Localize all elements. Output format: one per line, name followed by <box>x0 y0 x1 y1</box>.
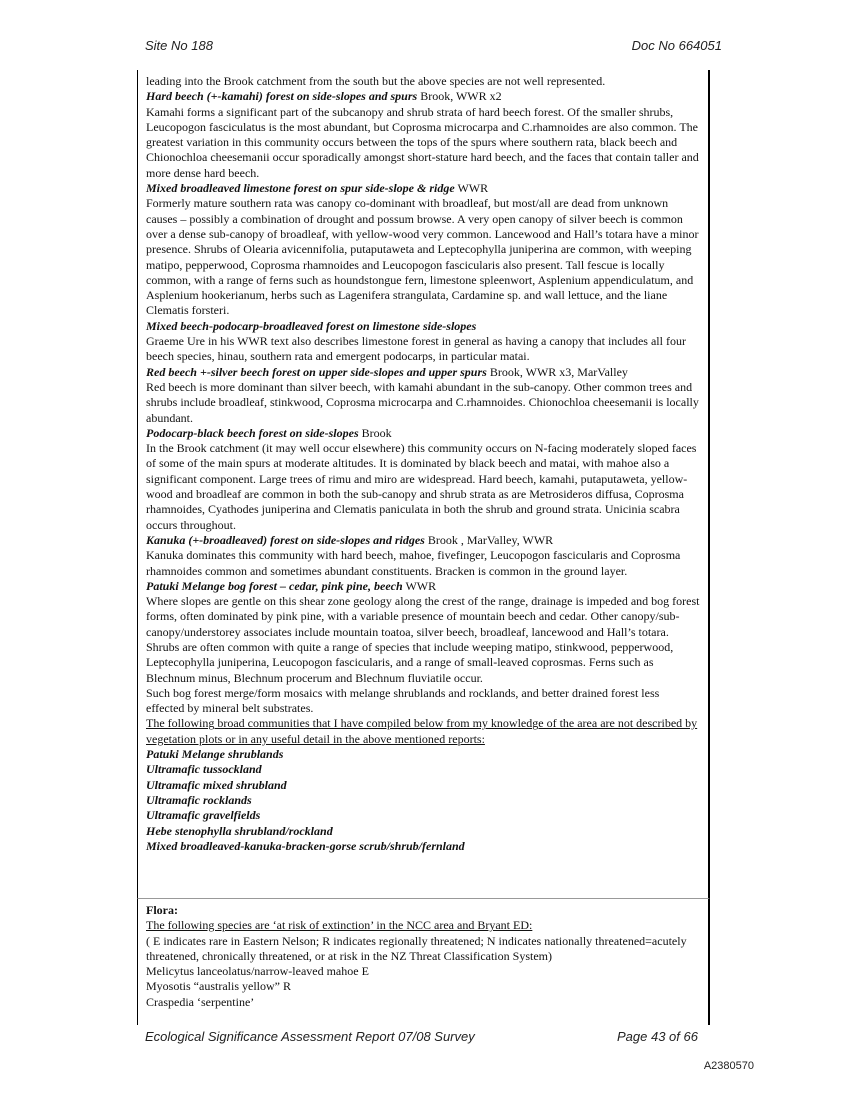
section-location: Brook, WWR x2 <box>417 89 502 104</box>
flora-legend: ( E indicates rare in Eastern Nelson; R indicates regionally threatened; N indicates nationally threatened=acutely threatened, chronically threatened, or at risk in the NZ Threat Classification System) <box>146 933 687 963</box>
section-text: Such bog forest merge/form mosaics with melange shrublands and rocklands, and better drained forest less effected by mineral belt substrates. <box>146 685 660 716</box>
flora-title: Flora: <box>146 903 178 917</box>
section-location: WWR <box>402 578 437 593</box>
section-text: Kanuka dominates this community with hard beech, mahoe, fivefinger, Leucopogon fascicularis and Coprosma rhamnoides common and sometimes abundant constituents. Bracken is common in the ground layer. <box>146 548 681 578</box>
document-id: A2380570 <box>703 1060 754 1072</box>
flora-intro: The following species are ‘at risk of extinction’ in the NCC area and Bryant ED: <box>146 918 533 933</box>
species-item: Myosotis “australis yellow” R <box>146 979 291 994</box>
footer-page-number: Page 43 of 66 <box>617 1029 698 1044</box>
section-red-beech <box>146 365 700 380</box>
section-title: Patuki Melange bog forest – cedar, pink pine, beech <box>146 578 403 593</box>
section-title: Red beech +-silver beech forest on upper side-slopes and upper spurs <box>146 364 487 379</box>
section-text: Formerly mature southern rata was canopy co-dominant with broadleaf, but most/all are dead from unknown causes – possibly a combination of drought and possum browse. A very open canopy of silver beech is common over a dense sub-canopy of broadleaf, with yellow-wood very common. Lancewood and Hall’s totara have a minor presence. Shrubs of Olearia avicennifolia, putaputaweta and Leptecophylla juniperina are common, with weeping matipo, pepperwood, Coprosma rhamnoides and Leucopogon fascicularis also present. Tall fescue is locally common, with a range of ferns such as houndstongue fern, limestone spleenwort, Asplenium appendiculatum, and Asplenium hookerianum, herbs such as Lagenifera strangulata, Cardamine sp. and wall lettuce, and the liane Clematis forsteri. <box>146 196 699 318</box>
section-location: WWR <box>454 181 489 196</box>
section-text: Where slopes are gentle on this shear zone geology along the crest of the range, drainage is impeded and bog forest forms, often dominated by pink pine, with a variable presence of mountain beech and cedar. Other canopy/sub-canopy/understorey associates include mountain toatoa, silver beech, broadleaf, lancewood and Hall’s totara. Shrubs are often common with quite a range of species that include weeping matipo, stinkwood, pepperwood, Leptecophylla juniperina, Leucopogon fascicularis, and a range of small-leaved coprosmas. Ferns such as Blechnum minus, Blechnum procerum and Blechnum fluviatile occur. <box>146 594 700 685</box>
section-mixed-broadleaved <box>146 181 700 196</box>
main-content <box>138 70 708 854</box>
section-hard-beech <box>146 89 700 104</box>
section-location: Brook, WWR x3, MarValley <box>486 364 628 379</box>
header-doc-number: Doc No 664051 <box>631 38 722 53</box>
section-title: Podocarp-black beech forest on side-slopes <box>146 425 359 440</box>
community-item: Ultramafic gravelfields <box>146 808 261 823</box>
intro-paragraph: leading into the Brook catchment from the south but the above species are not well represented. <box>146 74 606 88</box>
section-location: Brook , MarValley, WWR <box>424 532 554 547</box>
section-text: Red beech is more dominant than silver beech, with kamahi abundant in the sub-canopy. Other common trees and shrubs include broadleaf, stinkwood, Coprosma microcarpa and C.rhamnoides. Chionochloa cheesemanii is locally abundant. <box>146 379 699 425</box>
section-patuki-bog-forest <box>146 579 700 594</box>
community-item: Mixed broadleaved-kanuka-bracken-gorse scrub/shrub/fernland <box>146 838 465 853</box>
community-item: Hebe stenophylla shrubland/rockland <box>146 823 333 838</box>
community-item: Ultramafic rocklands <box>146 792 252 807</box>
section-title: Hard beech (+-kamahi) forest on side-slopes and spurs <box>146 89 418 104</box>
header-site-number: Site No 188 <box>145 38 213 53</box>
section-mixed-beech-podocarp <box>146 319 700 334</box>
section-title: Kanuka (+-broadleaved) forest on side-slopes and ridges <box>146 532 425 547</box>
section-title: Mixed broadleaved limestone forest on spur side-slope & ridge <box>146 181 455 196</box>
main-text-box <box>137 70 710 898</box>
section-kanuka <box>146 533 700 548</box>
section-title: Mixed beech-podocarp-broadleaved forest on limestone side-slopes <box>146 318 477 333</box>
footer-report-title: Ecological Significance Assessment Report 07/08 Survey <box>145 1029 475 1044</box>
section-text: In the Brook catchment (it may well occur elsewhere) this community occurs on N-facing moderately sloped faces of some of the main spurs at moderate altitudes. It is dominated by black beech and matai, with mahoe also a significant component. Large trees of rimu and miro are widespread. Hard beech, kamahi, putaputaweta, yellow-wood and broadleaf are common in both the sub-canopy and shrub strata as are Metrosideros diffusa, Coprosma rhamnoides, Cyathodes juniperina and Clematis paniculata in both the shrub and ground strata. Unicinia scabra occurs throughout. <box>146 441 697 532</box>
species-item: Craspedia ‘serpentine’ <box>146 994 255 1009</box>
community-item: Ultramafic tussockland <box>146 762 262 777</box>
section-location: Brook <box>358 425 392 440</box>
species-item: Melicytus lanceolatus/narrow-leaved mahoe E <box>146 964 369 979</box>
community-item: Patuki Melange shrublands <box>146 747 284 762</box>
flora-box <box>137 898 710 1025</box>
community-item: Ultramafic mixed shrubland <box>146 777 287 792</box>
flora-content <box>138 899 708 1010</box>
compiled-communities-intro: The following broad communities that I have compiled below from my knowledge of the area are not described by vegetation plots or in any useful detail in the above mentioned reports: <box>146 716 698 746</box>
section-text: Kamahi forms a significant part of the subcanopy and shrub strata of hard beech forest. Of the smaller shrubs, Leucopogon fasciculatus is the most abundant, but Coprosma microcarpa and C.rhamnoides are also common. The greatest variation in this community occurs between the tops of the spurs where southern rata, black beech and Chionochloa cheesemanii occur sporadically amongst short-stature hard beech, and the faces that contain taller and more dense hard beech. <box>146 104 699 180</box>
section-text: Graeme Ure in his WWR text also describes limestone forest in general as having a canopy that includes all four beech species, hinau, southern rata and emergent podocarps, in particular matai. <box>146 334 686 364</box>
section-podocarp-black-beech <box>146 426 700 441</box>
